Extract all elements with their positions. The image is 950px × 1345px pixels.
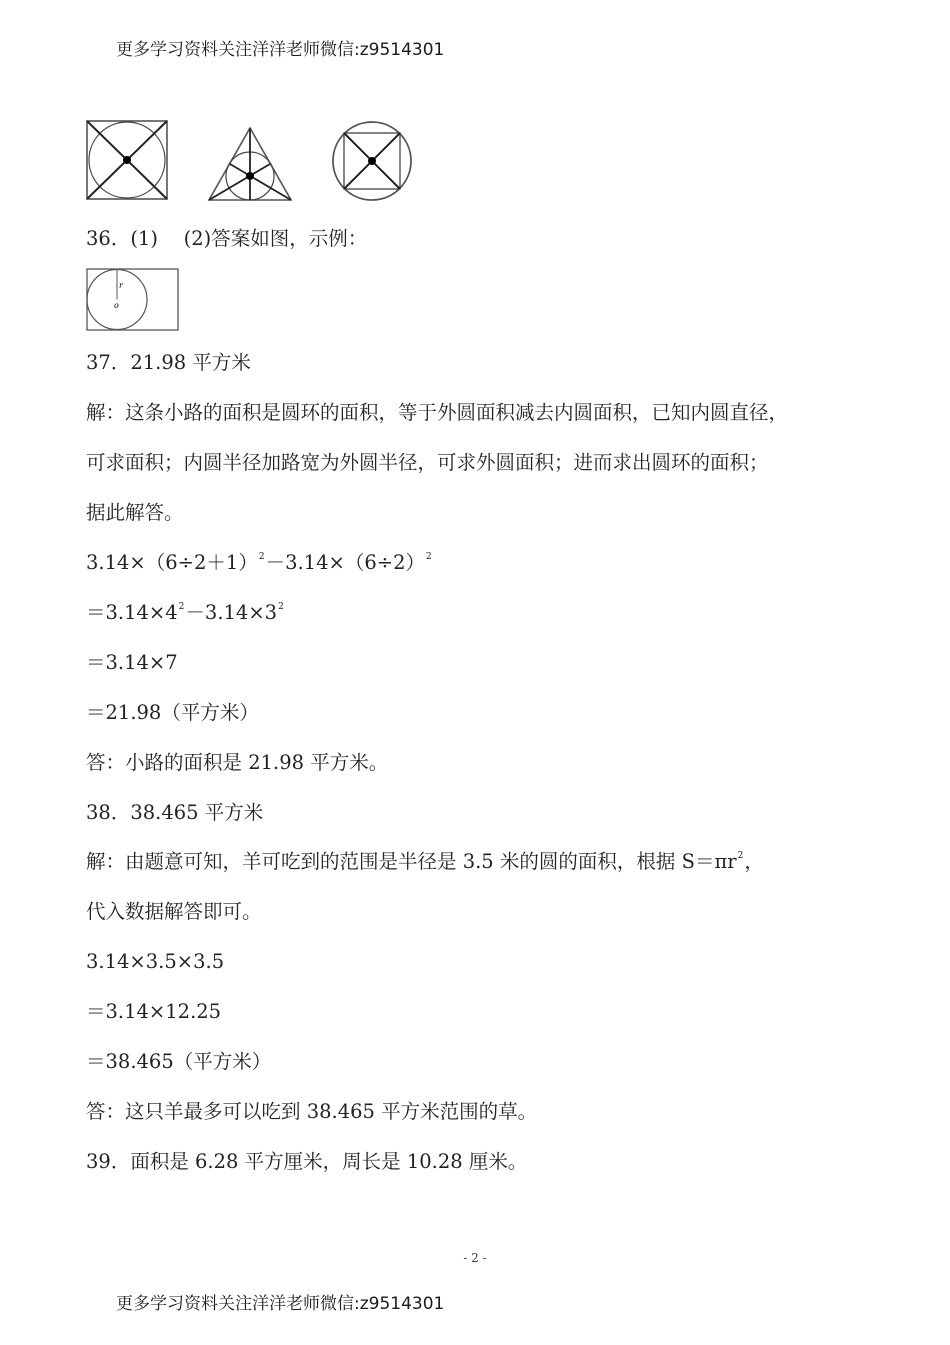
- q38-solution-2: 代入数据解答即可。: [86, 900, 262, 923]
- q37-calc-1-b: －3.14×（6÷2）: [265, 551, 425, 574]
- q37-calc-1-a: 3.14×（6÷2＋1）: [86, 551, 258, 574]
- q37-calc-4: ＝21.98（平方米）: [86, 701, 259, 724]
- q37-answer: 答：小路的面积是 21.98 平方米。: [86, 751, 389, 774]
- q38-calc-2: ＝3.14×12.25: [86, 1000, 222, 1023]
- q38-solution-1-a: 解：由题意可知，羊可吃到的范围是半径是 3.5 米的圆的面积，根据 S＝πr: [86, 850, 737, 873]
- q38-calc-1: 3.14×3.5×3.5: [86, 950, 225, 973]
- q37-calc-2-exp1: 2: [178, 602, 185, 612]
- footer-watermark: 更多学习资料关注洋洋老师微信:z9514301: [116, 1294, 445, 1314]
- header-watermark: 更多学习资料关注洋洋老师微信:z9514301: [116, 40, 445, 60]
- q37-calc-2-exp2: 2: [278, 602, 284, 612]
- center-label: o: [114, 301, 119, 310]
- q37-line: 37．21.98 平方米: [86, 351, 251, 374]
- q36-line: 36．(1) (2)答案如图，示例：: [86, 227, 368, 250]
- q37-solution-3: 据此解答。: [86, 501, 184, 524]
- q37-calc-1-exp1: 2: [258, 552, 265, 562]
- q38-solution-1-b: ，: [744, 850, 764, 873]
- q38-solution-1: [86, 852, 764, 872]
- q37-solution-2: 可求面积；内圆半径加路宽为外圆半径，可求外圆面积；进而求出圆环的面积；: [86, 451, 769, 474]
- q37-calc-3: ＝3.14×7: [86, 651, 178, 674]
- q37-calc-2: [86, 603, 285, 623]
- figure-square-in-circle-lines: [86, 120, 168, 200]
- q38-answer: 答：这只羊最多可以吃到 38.465 平方米范围的草。: [86, 1100, 538, 1123]
- page-number: - 2 -: [463, 1251, 487, 1265]
- q39-line: 39．面积是 6.28 平方厘米，周长是 10.28 厘米。: [86, 1150, 528, 1173]
- q37-solution-1: 解：这条小路的面积是圆环的面积，等于外圆面积减去内圆面积，已知内圆直径，: [86, 401, 789, 424]
- figure-triangle-with-circle: [207, 126, 293, 202]
- figure-circle-in-rectangle: [86, 268, 179, 331]
- radius-label: r: [119, 281, 123, 290]
- q37-calc-1: [86, 553, 433, 573]
- q37-calc-1-exp2: 2: [425, 552, 432, 562]
- figure-circle-with-square: [331, 120, 413, 202]
- q38-solution-1-exp: 2: [737, 851, 744, 861]
- q38-line: 38．38.465 平方米: [86, 801, 264, 824]
- q38-calc-3: ＝38.465（平方米）: [86, 1050, 272, 1073]
- q37-calc-2-b: －3.14×3: [185, 601, 278, 624]
- q37-calc-2-a: ＝3.14×4: [86, 601, 178, 624]
